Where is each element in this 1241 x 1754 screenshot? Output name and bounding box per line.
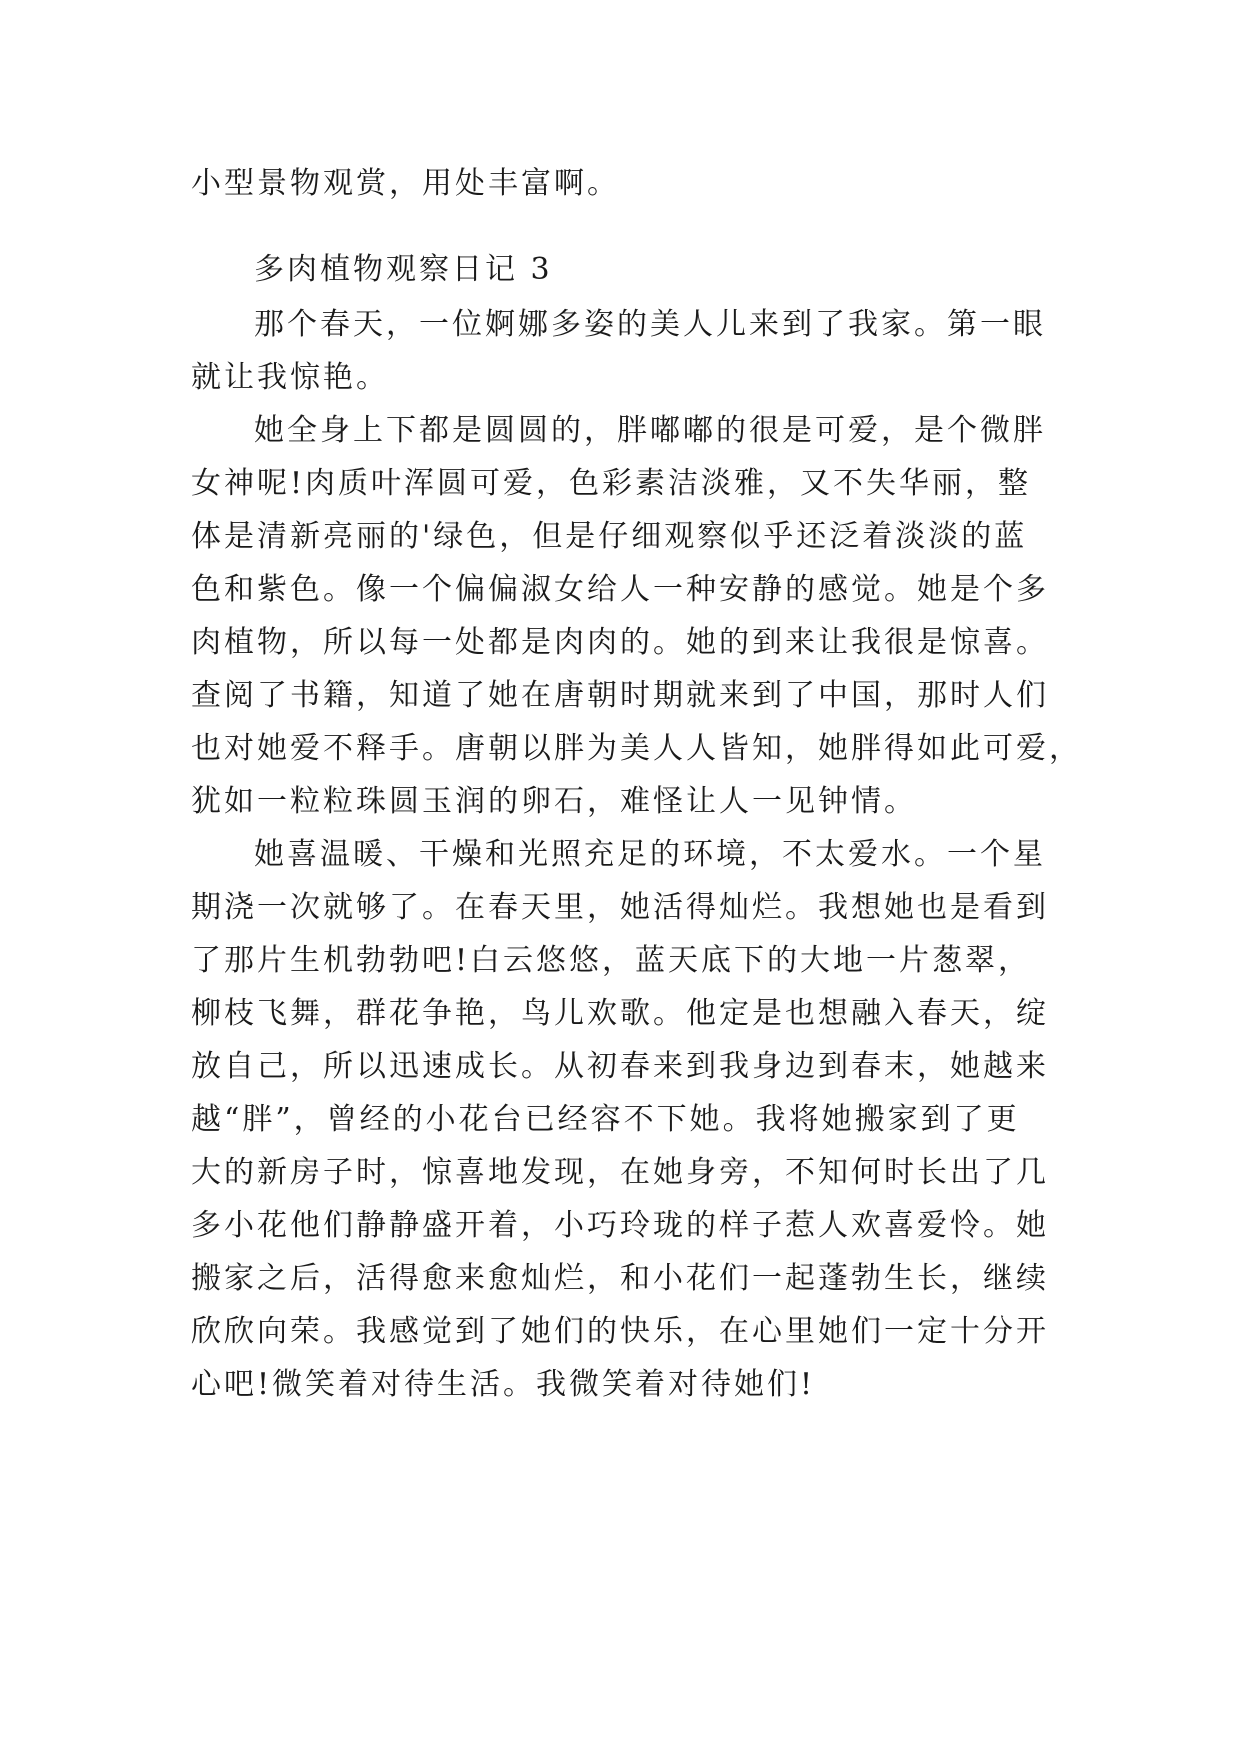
paragraph-line: 多小花他们静静盛开着，小巧玲珑的样子惹人欢喜爱怜。她 [191, 1208, 1049, 1243]
paragraph-line: 她全身上下都是圆圆的，胖嘟嘟的很是可爱，是个微胖 [254, 413, 1046, 448]
paragraph-line: 肉植物，所以每一处都是肉肉的。她的到来让我很是惊喜。 [191, 625, 1049, 660]
paragraph-line: 就让我惊艳。 [191, 360, 389, 395]
paragraph-line: 体是清新亮丽的'绿色，但是仔细观察似乎还泛着淡淡的蓝 [191, 519, 1028, 554]
paragraph-line: 放自己，所以迅速成长。从初春来到我身边到春末，她越来 [191, 1049, 1049, 1084]
paragraph-line: 查阅了书籍，知道了她在唐朝时期就来到了中国，那时人们 [191, 678, 1049, 713]
paragraph-line: 欣欣向荣。我感觉到了她们的快乐，在心里她们一定十分开 [191, 1314, 1049, 1349]
paragraph-line: 搬家之后，活得愈来愈灿烂，和小花们一起蓬勃生长，继续 [191, 1261, 1049, 1296]
paragraph-line: 也对她爱不释手。唐朝以胖为美人人皆知，她胖得如此可爱， [191, 731, 1082, 766]
paragraph-line: 了那片生机勃勃吧!白云悠悠，蓝天底下的大地一片葱翠， [191, 943, 1032, 978]
paragraph-line: 犹如一粒粒珠圆玉润的卵石，难怪让人一见钟情。 [191, 784, 917, 819]
paragraph-line: 柳枝飞舞，群花争艳，鸟儿欢歌。他定是也想融入春天，绽 [191, 996, 1049, 1031]
continuation-line: 小型景物观赏，用处丰富啊。 [191, 166, 620, 201]
paragraph-line: 越“胖”，曾经的小花台已经容不下她。我将她搬家到了更 [191, 1102, 1020, 1137]
paragraph-line: 她喜温暖、干燥和光照充足的环境，不太爱水。一个星 [254, 837, 1046, 872]
paragraph-line: 大的新房子时，惊喜地发现，在她身旁，不知何时长出了几 [191, 1155, 1049, 1190]
paragraph-line: 女神呢!肉质叶浑圆可爱，色彩素洁淡雅，又不失华丽，整 [191, 466, 1032, 501]
paragraph-line: 期浇一次就够了。在春天里，她活得灿烂。我想她也是看到 [191, 890, 1049, 925]
section-title: 多肉植物观察日记 3 [254, 252, 553, 287]
paragraph-line: 心吧!微笑着对待生活。我微笑着对待她们! [191, 1367, 816, 1402]
paragraph-line: 那个春天，一位婀娜多姿的美人儿来到了我家。第一眼 [254, 307, 1046, 342]
paragraph-line: 色和紫色。像一个偏偏淑女给人一种安静的感觉。她是个多 [191, 572, 1049, 607]
